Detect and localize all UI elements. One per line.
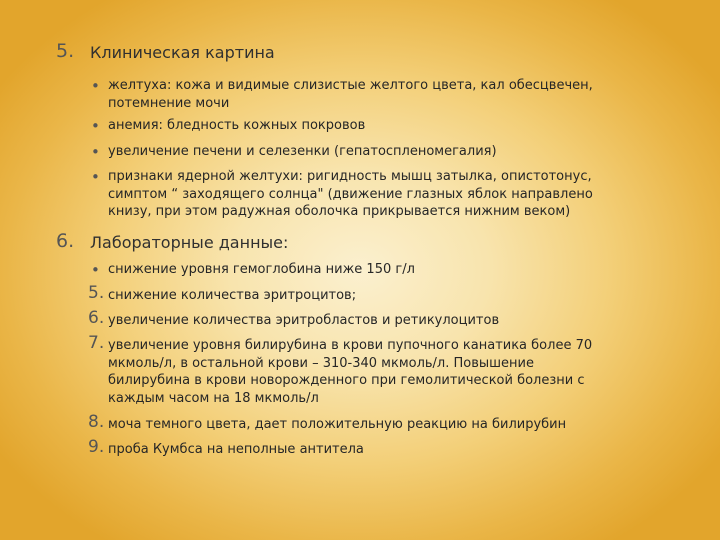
lab-item-7-line-3: билирубина в крови новорожденного при гемолитической болезни с (108, 373, 585, 388)
list-number-8: 8. (88, 412, 105, 432)
lab-item-7 (108, 337, 592, 407)
section-5-item-2 (108, 117, 365, 135)
section-5-item-3 (108, 143, 497, 161)
section-5-item-1 (108, 77, 593, 112)
item-4-line-1: признаки ядерной желтухи: ригидность мышц затылка, опистотонус, (108, 169, 592, 184)
lab-item-5-line-1: снижение количества эритроцитов; (108, 288, 357, 303)
lab-item-5 (108, 287, 356, 305)
item-2-line-1: анемия: бледность кожных покровов (108, 118, 366, 133)
lab-item-7-line-2: мкмоль/л, в остальной крови – 310-340 мкмоль/л. Повышение (108, 355, 535, 371)
lab-item-8-line-1: моча темного цвета, дает положительную реакцию на билирубин (108, 417, 567, 432)
list-number-7: 7. (88, 333, 105, 353)
bullet-icon: • (91, 168, 100, 186)
bullet-icon: • (91, 143, 100, 161)
item-4-line-3: книзу, при этом радужная оболочка прикрывается нижним веком) (108, 204, 571, 219)
item-3-line-1: увеличение печени и селезенки (гепатоспленомегалия) (108, 144, 497, 159)
list-number-5: 5. (88, 283, 105, 303)
item-4-line-2: симптом “ заходящего солнца" (движение глазных яблок направлено (108, 186, 593, 202)
item-1-line-1: желтуха: кожа и видимые слизистые желтого цвета, кал обесцвечен, (108, 78, 593, 93)
item-1-line-2: потемнение мочи (108, 95, 230, 111)
lab-item-7-line-4: каждым часом на 18 мкмоль/л (108, 390, 319, 406)
lab-item-8 (108, 416, 566, 434)
lab-item-7-line-1: увеличение уровня билирубина в крови пупочного канатика более 70 (108, 338, 593, 353)
lab-item-6 (108, 312, 499, 330)
section-5-number: 5. (56, 40, 75, 62)
bullet-icon: • (91, 117, 100, 135)
lab-item-6-line-1: увеличение количества эритробластов и ретикулоцитов (108, 313, 500, 328)
section-6-title: Лабораторные данные: (90, 233, 289, 252)
lab-item-9-line-1: проба Кумбса на неполные антитела (108, 442, 364, 457)
bullet-icon: • (91, 261, 100, 279)
bullet-icon: • (91, 77, 100, 95)
section-5-title: Клиническая картина (90, 43, 275, 62)
list-number-6: 6. (88, 308, 105, 328)
section-6-number: 6. (56, 230, 75, 252)
section-6-bullet-item: снижение уровня гемоглобина ниже 150 г/л (108, 262, 415, 277)
section-5-item-4 (108, 168, 593, 221)
lab-item-9 (108, 441, 364, 459)
list-number-9: 9. (88, 437, 105, 457)
